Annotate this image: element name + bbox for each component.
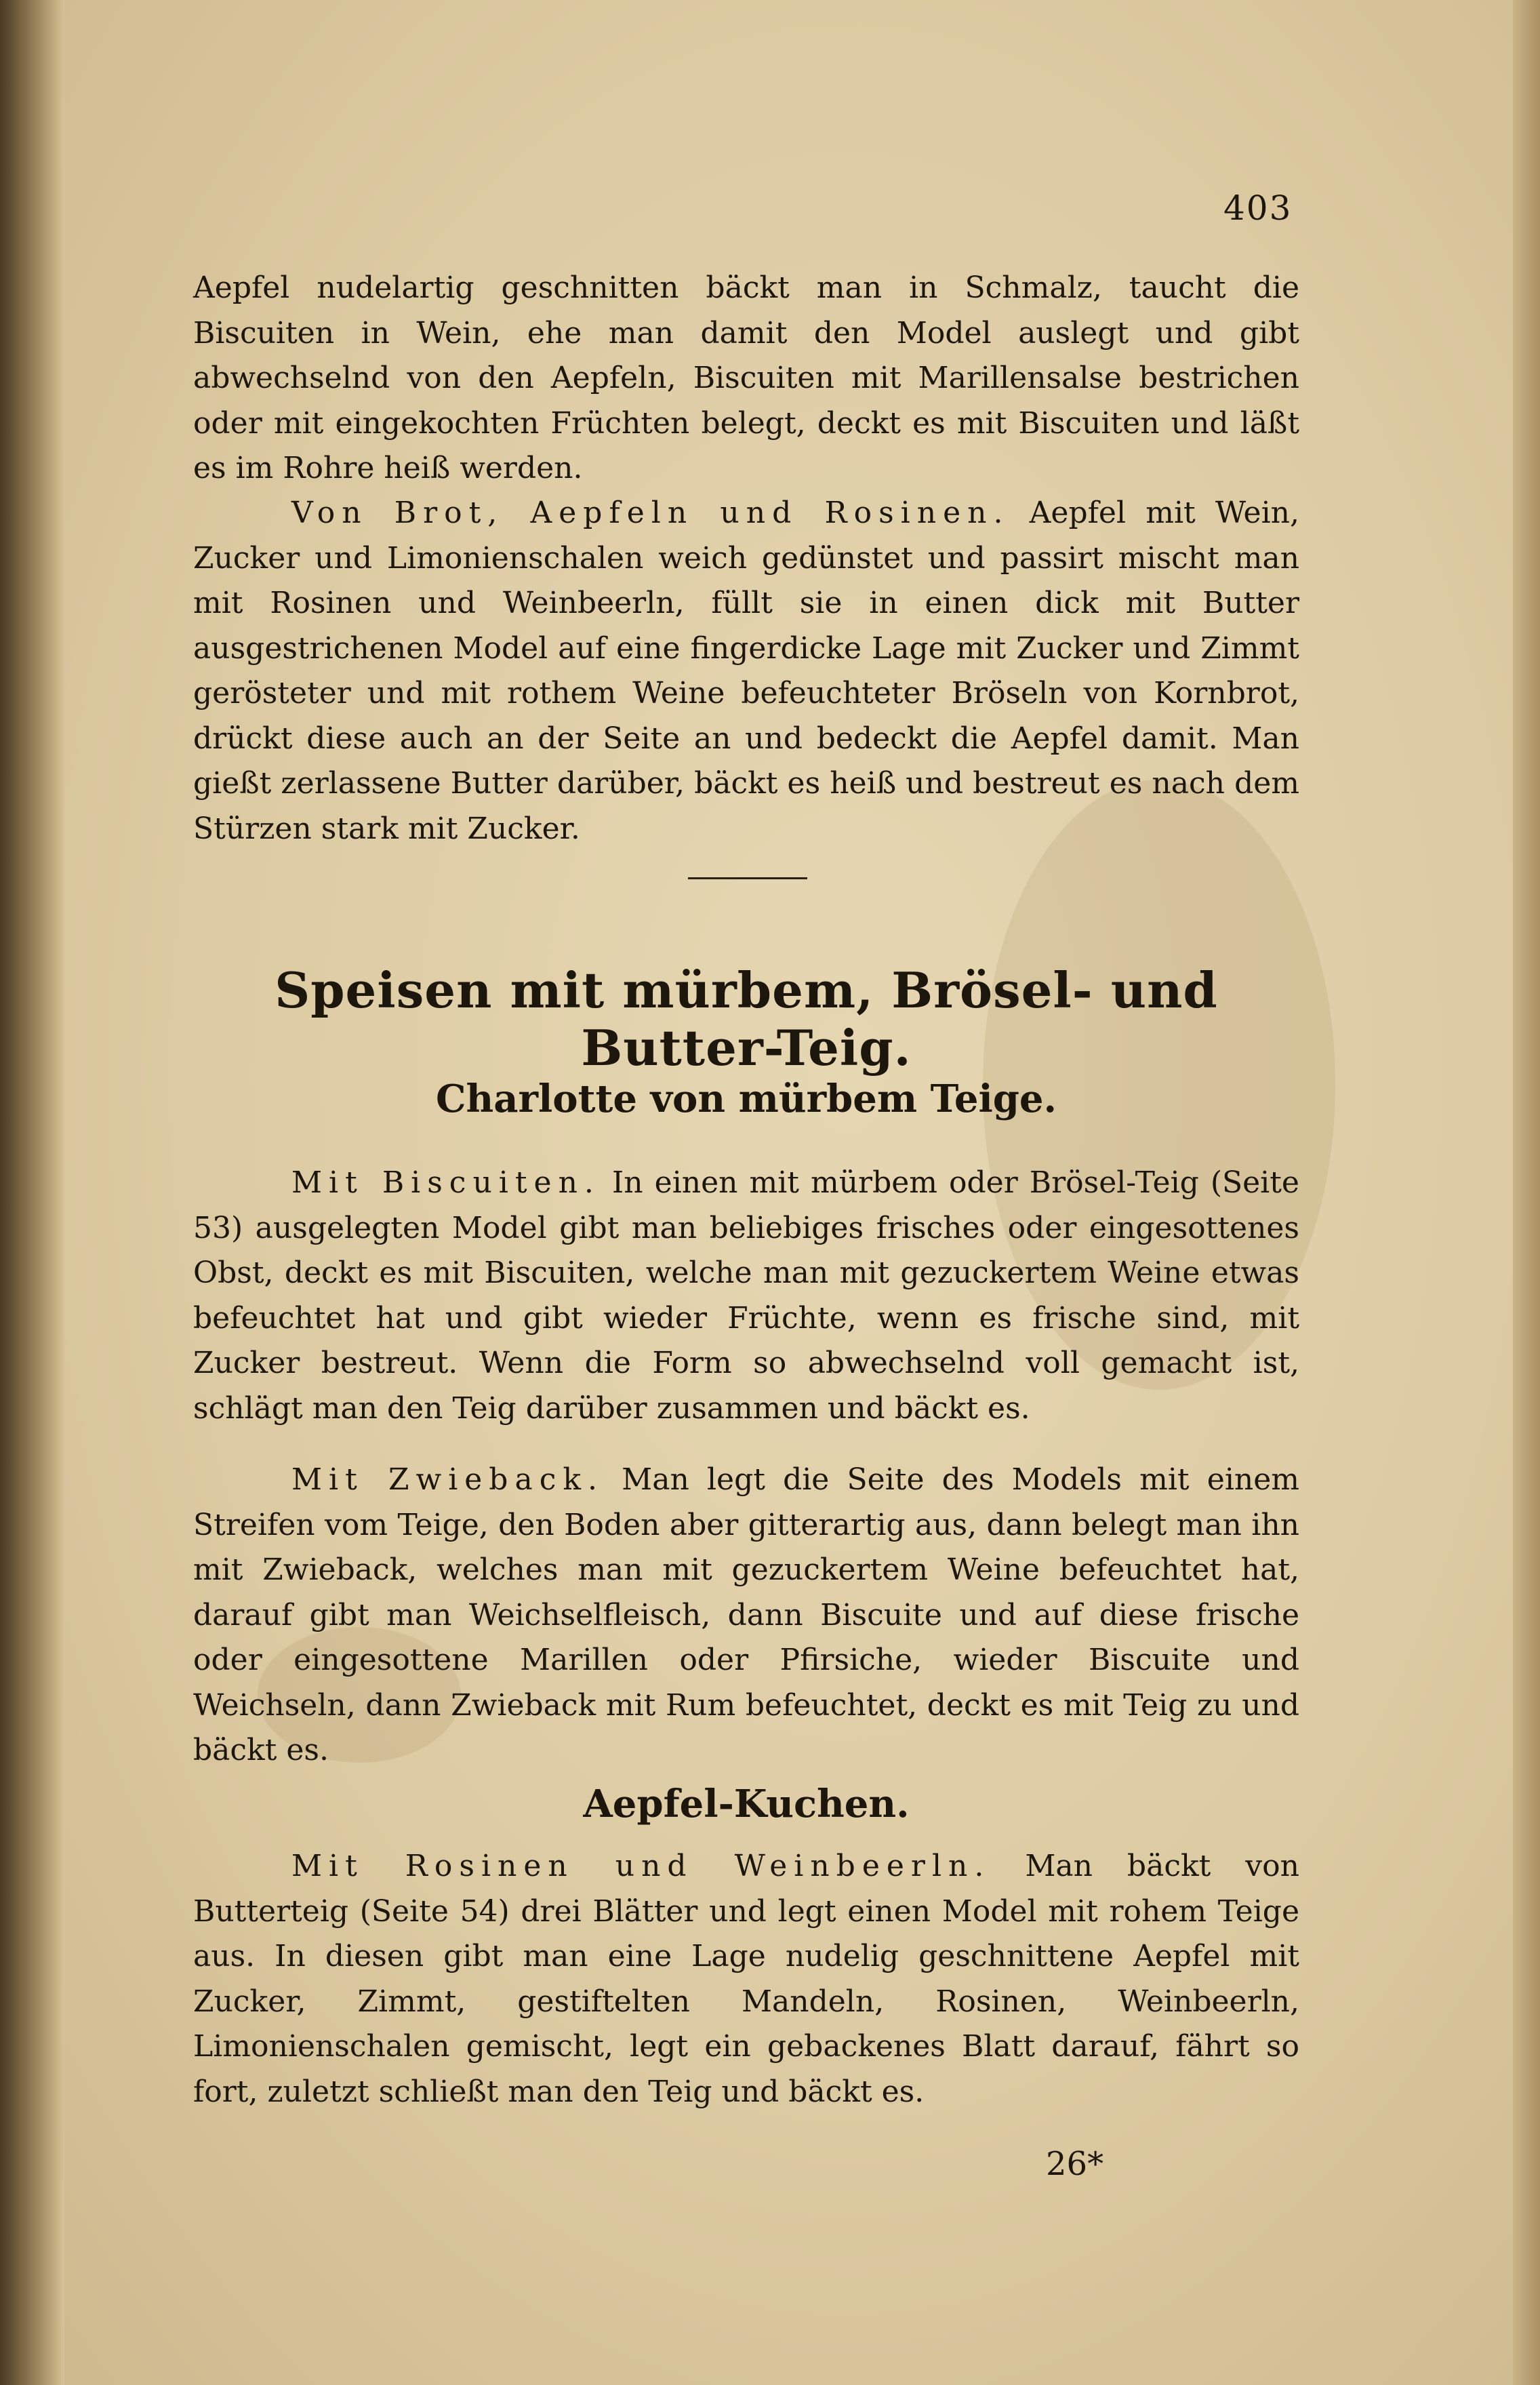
- paragraph-with-biscuits: [193, 1161, 1299, 1431]
- recipe-heading-charlotte: Charlotte von mürbem Teige.: [435, 1077, 1057, 1121]
- paragraph-text: Aepfel nudelartig geschnitten bäckt man in Schmalz, taucht die Biscuiten in Wein, ehe man damit den Model auslegt und gibt abwechselnd von den Aepfeln, Biscuiten mit Marillensalse bestrichen oder mit eingekochten Früchten belegt, deckt es mit Biscuiten und läßt es im Rohre heiß werden.: [193, 270, 1299, 485]
- page-number: 403: [1223, 188, 1293, 228]
- paragraph-apple-noodles: [193, 266, 1299, 492]
- recipe-lead: Mit Zwieback.: [291, 1462, 604, 1497]
- page-right-edge: [1513, 0, 1540, 2385]
- book-gutter-shadow: [0, 0, 64, 2385]
- recipe-heading-apple-cake: Aepfel-Kuchen.: [583, 1782, 910, 1826]
- paragraph-text: Man legt die Seite des Models mit einem Streifen vom Teige, den Boden aber gitterartig aus, dann belegt man ihn mit Zwieback, welches man mit gezuckertem Weine befeuchtet hat, darauf gibt man Weichselfleisch, dann Biscuite und auf diese frische oder eingesottene Marillen oder Pfirsiche, wieder Biscuite und Weichseln, dann Zwieback mit Rum befeuchtet, deckt es mit Teig zu und bäckt es.: [193, 1462, 1299, 1767]
- recipe-lead: Mit Biscuiten.: [291, 1165, 601, 1200]
- recipe-lead: Mit Rosinen und Weinbeerln.: [291, 1849, 991, 1883]
- recipe-lead: Von Brot, Aepfeln und Rosinen.: [291, 496, 1010, 530]
- paragraph-text: Man bäckt von Butterteig (Seite 54) drei Blätter und legt einen Model mit rohem Teige aus. In diesen gibt man eine Lage nudelig geschnittene Aepfel mit Zucker, Zimmt, gestiftelten Mandeln, Rosinen, Weinbeerln, Limonienschalen gemischt, legt ein gebackenes Blatt darauf, fährt so fort, zuletzt schließt man den Teig und bäckt es.: [193, 1849, 1299, 2109]
- paragraph-raisins-currants: [193, 1844, 1299, 2115]
- section-heading: Speisen mit mürbem, Brösel- und Butter-Teig.: [275, 961, 1218, 1077]
- section-divider-rule: [688, 877, 807, 879]
- paragraph-with-zwieback: [193, 1458, 1299, 1773]
- paragraph-text: In einen mit mürbem oder Brösel-Teig (Seite 53) ausgelegten Model gibt man beliebiges frisches oder eingesottenes Obst, deckt es mit Biscuiten, welche man mit gezuckertem Weine etwas befeuchtet hat und gibt wieder Früchte, wenn es frische sind, mit Zucker bestreut. Wenn die Form so abwechselnd voll gemacht ist, schlägt man den Teig darüber zusammen und bäckt es.: [193, 1165, 1299, 1426]
- signature-mark: 26*: [1046, 2145, 1104, 2183]
- paragraph-text: Aepfel mit Wein, Zucker und Limonienschalen weich gedünstet und passirt mischt man mit Rosinen und Weinbeerln, füllt sie in einen dick mit Butter ausgestrichenen Model auf eine fingerdicke Lage mit Zucker und Zimmt gerösteter und mit rothem Weine befeuchteter Bröseln von Kornbrot, drückt diese auch an der Seite an und bedeckt die Aepfel damit. Man gießt zerlassene Butter darüber, bäckt es heiß und bestreut es nach dem Stürzen stark mit Zucker.: [193, 496, 1299, 846]
- paragraph-bread-apples-raisins: [193, 491, 1299, 851]
